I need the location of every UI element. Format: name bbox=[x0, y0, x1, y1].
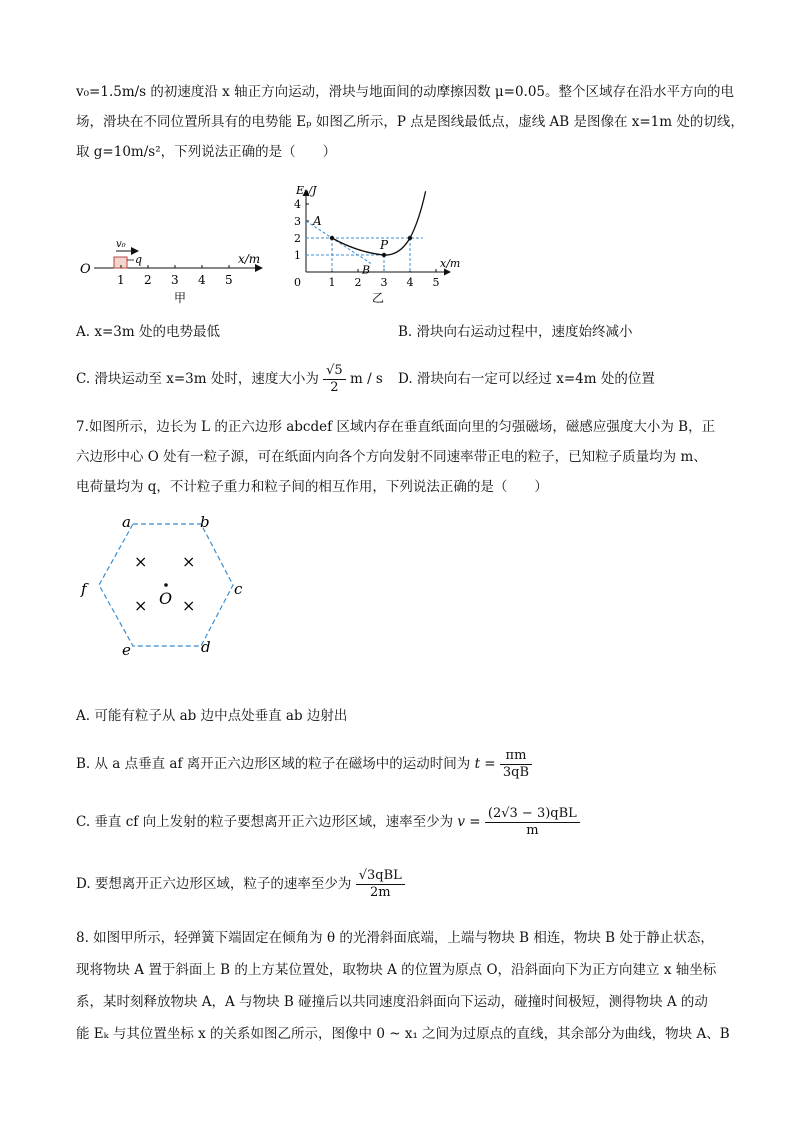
q7-option-b-den: 3qB bbox=[502, 765, 530, 780]
q8-line-1: 8. 如图甲所示，轻弹簧下端固定在倾角为 θ 的光滑斜面底端，上端与物块 B 相连，物块 B 处于静止状态， bbox=[76, 930, 714, 946]
q6-option-b: B. 滑块向右运动过程中，速度始终减小 bbox=[398, 324, 633, 340]
jia-tick-2: 2 bbox=[144, 273, 152, 287]
yi-y-tick-4: 4 bbox=[294, 198, 301, 211]
yi-label-a: A bbox=[313, 214, 322, 228]
field-cross-2: × bbox=[182, 552, 196, 571]
yi-origin-label: 0 bbox=[294, 276, 301, 289]
jia-tick-4: 4 bbox=[198, 273, 206, 287]
q6-option-c-text: C. 滑块运动至 x=3m 处时，速度大小为 bbox=[76, 371, 319, 387]
q7-option-b-text: B. 从 a 点垂直 af 离开正六边形区域的粒子在磁场中的运动时间为 bbox=[76, 756, 471, 772]
hexagon-figure bbox=[76, 508, 256, 663]
q7-option-d-num: √3qBL bbox=[356, 868, 405, 885]
q7-option-c-num: (2√3 − 3)qBL bbox=[485, 806, 580, 823]
q7-option-b-fraction bbox=[500, 748, 532, 781]
q6-option-d: D. 滑块向右一定可以经过 x=4m 处的位置 bbox=[398, 371, 655, 387]
q8-line-2: 现将物块 A 置于斜面上 B 的上方某位置处，取物块 A 的位置为原点 O，沿斜面向下为正方向建立 x 轴坐标 bbox=[76, 962, 717, 978]
yi-point-1 bbox=[382, 253, 386, 257]
jia-caption: 甲 bbox=[174, 291, 187, 305]
yi-x-tick-5: 5 bbox=[432, 276, 440, 289]
q6-line-2: 场，滑块在不同位置所具有的电势能 Eₚ 如图乙所示，P 点是图线最低点，虚线 AB 是图像在 x=1m 处的切线， bbox=[76, 114, 744, 130]
yi-y-tick-2: 2 bbox=[294, 232, 301, 245]
vertex-f: f bbox=[81, 580, 87, 598]
q7-option-d-text: D. 要想离开正六边形区域，粒子的速率至少为 bbox=[76, 876, 352, 892]
q7-option-b-lhs: t = bbox=[474, 756, 496, 772]
jia-tick-1: 1 bbox=[117, 273, 125, 287]
jia-axis-label: x/m bbox=[238, 252, 261, 266]
yi-point-2 bbox=[408, 236, 412, 240]
yi-y-label: Eₚ/J bbox=[296, 184, 317, 197]
vertex-b: b bbox=[200, 513, 210, 531]
q8-line-4: 能 Eₖ 与其位置坐标 x 的关系如图乙所示，图像中 0 ~ x₁ 之间为过原点的直线，其余部分为曲线，物块 A、B bbox=[76, 1026, 730, 1042]
q8-line-3: 系，某时刻释放物块 A，A 与物块 B 碰撞后以共同速度沿斜面向下运动，碰撞时间极短，测得物块 A 的动 bbox=[76, 994, 708, 1010]
q7-option-c-den: m bbox=[526, 823, 539, 838]
center-point bbox=[164, 583, 168, 587]
q6-option-c-den: 2 bbox=[330, 380, 339, 395]
yi-x-label: x/m bbox=[440, 257, 461, 270]
yi-caption: 乙 bbox=[372, 291, 385, 305]
q7-option-c-text: C. 垂直 cf 向上发射的粒子要想离开正六边形区域，速率至少为 bbox=[76, 814, 454, 830]
q6-option-c-unit: m / s bbox=[350, 371, 383, 387]
field-cross-4: × bbox=[182, 596, 196, 615]
yi-point-0 bbox=[330, 236, 334, 240]
figure-yi-chart bbox=[284, 176, 474, 306]
yi-x-tick-2: 2 bbox=[354, 276, 362, 289]
q7-option-c bbox=[76, 800, 580, 844]
v0-label: v₀ bbox=[116, 239, 126, 250]
q6-line-1: v₀=1.5m/s 的初速度沿 x 轴正方向运动，滑块与地面间的动摩擦因数 μ=0.05。整个区域存在沿水平方向的电 bbox=[76, 84, 735, 100]
q7-line-1: 7.如图所示，边长为 L 的正六边形 abcdef 区域内存在垂直纸面向里的匀强磁场，磁感应强度大小为 B，正 bbox=[76, 419, 716, 435]
yi-x-tick-4: 4 bbox=[406, 276, 414, 289]
field-cross-3: × bbox=[134, 596, 148, 615]
vertex-c: c bbox=[234, 580, 243, 598]
q7-option-d-den: 2m bbox=[369, 885, 391, 900]
q7-option-a: A. 可能有粒子从 ab 边中点处垂直 ab 边射出 bbox=[76, 708, 348, 724]
q7-option-c-fraction bbox=[485, 806, 580, 839]
vertex-d: d bbox=[201, 638, 211, 656]
q7-line-3: 电荷量均为 q，不计粒子重力和粒子间的相互作用，下列说法正确的是（ ） bbox=[76, 479, 548, 495]
q7-option-b bbox=[76, 746, 532, 782]
q7-line-2: 六边形中心 O 处有一粒子源，可在纸面内向各个方向发射不同速率带正电的粒子，已知粒子质量均为 m、 bbox=[76, 449, 707, 465]
q7-option-d-fraction bbox=[356, 868, 405, 901]
vertex-a: a bbox=[122, 513, 131, 531]
q-label: q bbox=[135, 253, 143, 266]
figure-jia bbox=[74, 230, 274, 310]
yi-ep-curve bbox=[332, 191, 426, 255]
q7-option-b-num: πm bbox=[500, 748, 532, 765]
jia-tick-5: 5 bbox=[225, 273, 233, 287]
yi-x-tick-3: 3 bbox=[380, 276, 388, 289]
field-cross-1: × bbox=[134, 552, 148, 571]
yi-label-b: B bbox=[362, 263, 371, 277]
jia-tick-3: 3 bbox=[171, 273, 179, 287]
q6-option-c bbox=[76, 362, 383, 396]
jia-origin-label: O bbox=[80, 262, 91, 277]
q6-option-c-num: √5 bbox=[323, 363, 346, 380]
vertex-e: e bbox=[122, 641, 131, 659]
yi-x-tick-1: 1 bbox=[328, 276, 336, 289]
center-label: O bbox=[159, 589, 173, 608]
yi-label-p: P bbox=[380, 238, 389, 252]
q7-option-c-lhs: v = bbox=[457, 814, 481, 830]
yi-y-tick-1: 1 bbox=[294, 249, 301, 262]
q6-line-3: 取 g=10m/s²，下列说法正确的是（ ） bbox=[76, 144, 337, 160]
q6-option-a: A. x=3m 处的电势最低 bbox=[76, 324, 220, 340]
q6-option-c-fraction bbox=[323, 363, 346, 396]
q7-option-d bbox=[76, 866, 405, 902]
yi-y-tick-3: 3 bbox=[294, 215, 301, 228]
